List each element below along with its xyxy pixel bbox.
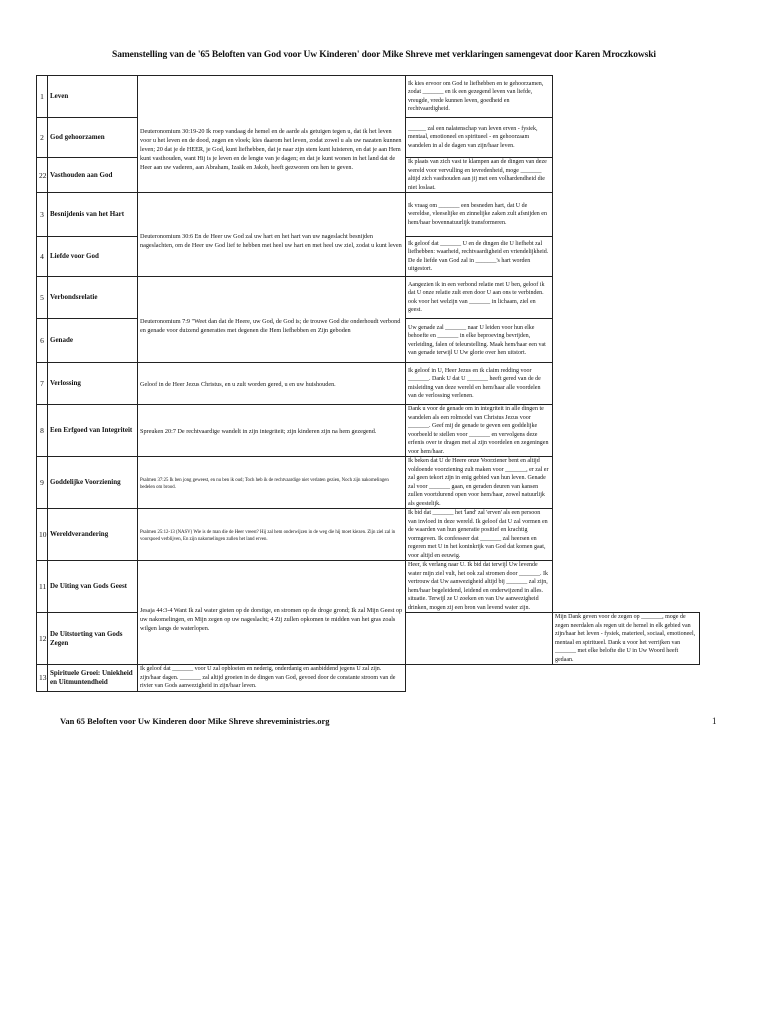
scripture-text: Psalmen 25:12-13 (NASV) Wie is de man die de Heer vreest? Hij zal hem onderwijzen in de weg die hij moet kiezen. Zijn ziel zal in voorspoed verblijven, En zijn nakomelingen zullen het land erven. xyxy=(140,529,396,542)
row-number: 3 xyxy=(37,193,48,237)
page-number: 1 xyxy=(712,716,717,726)
prayer-cell: Heer, ik verlang naar U. Ik bid dat terwijl Uw levende water mijn ziel vult, het ook zal stromen door _______. Ik vertrouw dat Uw aanwezigheid altijd bij _______ zal zijn, hem/haar begeleidend, leidend en onderwijzend in alles. situatie. Terwijl ze U zoeken en van Uw aanwezigheid drinken, mogen zij een bron van levend water zijn. xyxy=(406,561,553,613)
scripture-text: Geloof in de Heer Jezus Christus, en u zult worden gered, u en uw huishouden. xyxy=(140,381,336,388)
prayer-cell: Ik vraag om _______ een besneden hart, dat U de wereldse, vleeselijke en zinnelijke zaken zult afsnijden en hem/haar bovennatuurlijk transformeren. xyxy=(406,193,553,237)
promise-row xyxy=(37,76,700,118)
scripture-text: Jesaja 44:3-4 Want Ik zal water gieten op de dorstige, en stromen op de droge grond; Ik zal Mijn Geest op uw nakomelingen, en Mijn zegen op uw nageslacht; 4 Zij zullen opkomen te midden van het gras zoals wilgen langs de waterlopen. xyxy=(140,607,403,632)
scripture-cell xyxy=(406,613,553,665)
prayer-cell: ______ zal een nalatenschap van leven erven - fysiek, mentaal, emotioneel en spiritueel - en gehoorzaam wandelen in al de dagen van zijn/haar leven. xyxy=(406,118,553,158)
promise-row xyxy=(37,277,700,319)
scripture-cell xyxy=(138,76,406,193)
row-number: 10 xyxy=(37,509,48,561)
row-number: 6 xyxy=(37,319,48,363)
row-number: 11 xyxy=(37,561,48,613)
scripture-cell xyxy=(138,561,406,665)
row-number: 2 xyxy=(37,118,48,158)
promise-row xyxy=(37,457,700,509)
promise-topic: De Uitstorting van Gods Zegen xyxy=(48,613,138,665)
prayer-cell: Ik geloof dat _______ voor U zal opbloeien en nederig, onderdanig en aanbiddend jegens U zal zijn. zijn/haar dagen. _______ zal altijd groeien in de dingen van God, gevoed door de constante stroom van de rivier van Gods aanwezigheid in zijn/haar leven. xyxy=(138,665,406,692)
prayer-cell: Mijn Dank geven voor de zegen op _______, moge de zegen neerdalen als regen uit de hemel in elk gebied van zijn/haar het leven - fysiek, materieel, sociaal, emotioneel, mentaal en spiritueel. Dank u voor het verrijken van _______ met elke belofte die U in Uw Woord heeft gedaan. xyxy=(553,613,700,665)
prayer-cell: Ik geloof in U, Heer Jezus en ik claim redding voor _______. Dank U dat U _______ heeft gered van de de misleiding van deze wereld en hem/haar alle voordelen van de verlossing verlenen. xyxy=(406,363,553,405)
prayer-cell: Ik bid dat _______ het 'land' zal 'erven' als een persoon van invloed in deze wereld. Ik geloof dat U zal vormen en de waarden van hun generatie positief en krachtig vormgeven. Ik confesseer dat _______ zal heersen en regeren met U in het koninkrijk van God dat komen gaat, voor altijd en eeuwig. xyxy=(406,509,553,561)
promise-row xyxy=(37,363,700,405)
promise-topic: Wereldverandering xyxy=(48,509,138,561)
prayer-cell: Aangezien ik in een verbond relatie met U ben, geloof ik dat U onze relatie zult eren door U aan ons te verbinden. ook voor het welzijn van _______ in lichaam, ziel en geest. xyxy=(406,277,553,319)
prayer-cell: Ik geloof dat _______ U en de dingen die U liefhebt zal liefhebben: waarheid, rechtvaardigheid en vriendelijkheid. De de liefde van God zal in _______'s hart worden uitgestort. xyxy=(406,237,553,277)
row-number: 8 xyxy=(37,405,48,457)
scripture-text: Deuteronomium 7:9 "Weet dan dat de Heere, uw God, de God is; de trouwe God die onderhoudt verbond en genade voor duizend generaties met degenen die Hem liefhebben en Zijn geboden xyxy=(140,317,401,334)
row-number: 7 xyxy=(37,363,48,405)
prayer-cell: Uw genade zal _______ naar U leiden voor hun elke behoefte en _______ in elke beproeving bevrijden, verleiding, falen of teleurstelling. Maak hem/haar een vat van genade terwijl U Uw glorie over hen uitstort. xyxy=(406,319,553,363)
promise-row xyxy=(37,665,700,692)
prayer-cell: Ik beken dat U de Heere onze Voorziener bent en altijd voldoende voorziening zult maken voor _______, er zal er zal geen tekort zijn in enig gebied van hun leven. Genade zal voor _______ gaan, en geraden deuren van kansen zullen voortdurend open voor hem/haar, zowel natuurlijk als geestelijk. xyxy=(406,457,553,509)
promise-row xyxy=(37,561,700,613)
promises-table xyxy=(36,75,700,692)
prayer-cell: Dank u voor de genade om in integriteit in alle dingen te wandelen als een rolmodel van Christus Jezus voor _______. Geef mij de genade te geven een goddelijke voorbeeld te stellen voor _______ en vervolgens deze erfenis over te dragen met al zijn voordelen en zegeningen voor hem/haar. xyxy=(406,405,553,457)
row-number: 1 xyxy=(37,76,48,118)
scripture-cell xyxy=(138,277,406,363)
footer-source: Van 65 Beloften voor Uw Kinderen door Mike Shreve shreveministries.org xyxy=(60,716,330,726)
row-number: 4 xyxy=(37,237,48,277)
promise-topic: Besnijdenis van het Hart xyxy=(48,193,138,237)
scripture-cell xyxy=(138,193,406,277)
scripture-text: Spreuken 20:7 De rechtvaardige wandelt in zijn integriteit; zijn kinderen zijn na hem gezegend. xyxy=(140,428,377,435)
promise-row xyxy=(37,405,700,457)
prayer-cell: Ik plaats van zich vast te klampen aan de dingen van deze wereld voor vervulling en tevredenheid, moge _______ altijd zich vasthouden aan jij met een volhardendheid die niet loslaat. xyxy=(406,158,553,193)
row-number: 12 xyxy=(37,613,48,665)
promise-topic: Leven xyxy=(48,76,138,118)
promise-topic: Liefde voor God xyxy=(48,237,138,277)
promise-topic: Goddelijke Voorziening xyxy=(48,457,138,509)
scripture-cell xyxy=(138,509,406,561)
promise-topic: God gehoorzamen xyxy=(48,118,138,158)
scripture-text: Deuteronomium 30:19-20 Ik roep vandaag de hemel en de aarde als getuigen tegen u, dat ik het leven voor u het leven en de dood, zegen en vloek; kies daarom het leven, zodat zowel u als uw nazaten kunnen leven; 20 dat je de HEER, je God, kunt liefhebben, dat je naar zijn stem kunt luisteren, en dat je aan Hem kunt vasthouden, want Hij is je leven en de lengte van je dagen; en dat je kunt wonen in het land dat de Heer aan uw vaderen, aan Abraham, Izaäk en Jakob, heeft gezworen om hen te geven. xyxy=(140,127,402,171)
scripture-text: Psalmen 37:25 Ik ben jong geweest, en nu ben ik oud; Toch heb ik de rechtvaardige niet verlaten gezien, Noch zijn nakomelingen bedelen om brood. xyxy=(140,477,389,490)
promise-topic: Verbondsrelatie xyxy=(48,277,138,319)
promise-topic: Genade xyxy=(48,319,138,363)
row-number: 22 xyxy=(37,158,48,193)
promise-topic: Spirituele Groei: Uniekheid en Uitmuntendheid xyxy=(48,665,138,692)
prayer-cell: Ik kies ervoor om God te liefhebben en te gehoorzamen, zodat _______ en ik een gezegend leven van liefde, vreugde, vrede kunnen leven, goedheid en rechtvaardigheid. xyxy=(406,76,553,118)
row-number: 13 xyxy=(37,665,48,692)
promise-row xyxy=(37,193,700,237)
row-number: 9 xyxy=(37,457,48,509)
promise-row xyxy=(37,509,700,561)
scripture-text: Deuteronomium 30:6 En de Heer uw God zal uw hart en het hart van uw nageslacht besnijden nageslachten, om de Heer uw God lief te hebben met heel uw hart en met heel uw ziel, zodat u kunt leven xyxy=(140,232,402,249)
scripture-cell xyxy=(138,405,406,457)
promise-topic: Een Erfgoed van Integriteit xyxy=(48,405,138,457)
document-title: Samenstelling van de '65 Beloften van God voor Uw Kinderen' door Mike Shreve met verklaringen samengevat door Karen Mroczkowski xyxy=(112,50,656,60)
scripture-cell xyxy=(138,457,406,509)
promise-topic: Vasthouden aan God xyxy=(48,158,138,193)
row-number: 5 xyxy=(37,277,48,319)
promise-topic: De Uiting van Gods Geest xyxy=(48,561,138,613)
scripture-cell xyxy=(138,363,406,405)
promise-topic: Verlossing xyxy=(48,363,138,405)
